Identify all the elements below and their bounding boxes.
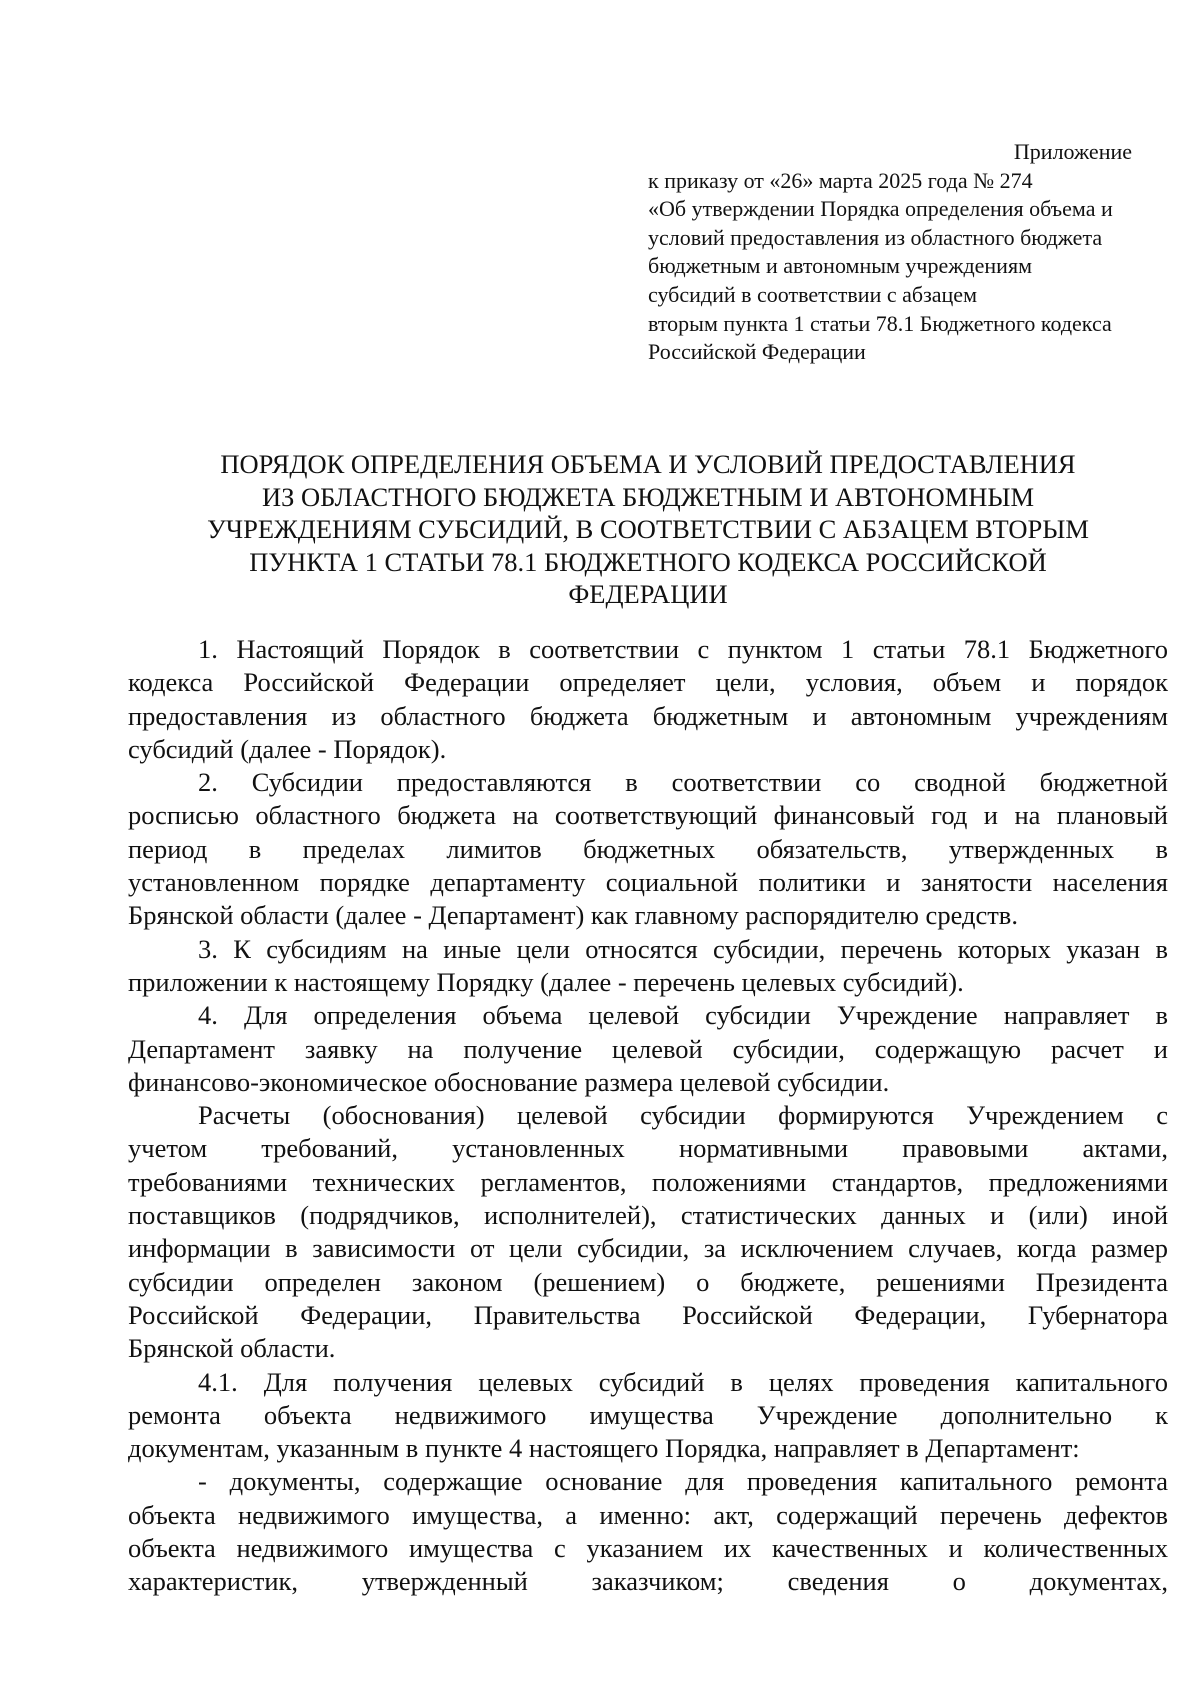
paragraph-2-line: Брянской области (далее - Департамент) как главному распорядителю средств. (128, 900, 1018, 931)
paragraph-4-line: финансово-экономическое обоснование размера целевой субсидии. (128, 1066, 890, 1097)
title-line: ПОРЯДОК ОПРЕДЕЛЕНИЯ ОБЪЕМА И УСЛОВИЙ ПРЕДОСТАВЛЕНИЯ (220, 449, 1076, 479)
paragraph-7-line: - документы, содержащие основание для проведения капитального ремонта (198, 1466, 1168, 1497)
title-line: УЧРЕЖДЕНИЯМ СУБСИДИЙ, В СООТВЕТСТВИИ С АБЗАЦЕМ ВТОРЫМ (207, 514, 1089, 544)
appendix-line: субсидий в соответствии с абзацем (648, 281, 977, 307)
appendix-line: бюджетным и автономным учреждениям (648, 253, 1033, 279)
paragraph-6-line: документам, указанным в пункте 4 настоящего Порядка, направляет в Департамент: (128, 1433, 1080, 1464)
appendix-block (648, 138, 1168, 367)
paragraph-5-line: требованиями технических регламентов, положениями стандартов, предложениями (128, 1166, 1168, 1197)
paragraph-7-line: объекта недвижимого имущества с указанием их качественных и количественных (128, 1533, 1168, 1564)
paragraph-1-line: кодекса Российской Федерации определяет цели, условия, объем и порядок (128, 667, 1168, 698)
title-line: ПУНКТА 1 СТАТЬИ 78.1 БЮДЖЕТНОГО КОДЕКСА РОССИЙСКОЙ (249, 546, 1047, 577)
paragraph-7-line: объекта недвижимого имущества, а именно: акт, содержащий перечень дефектов (128, 1499, 1168, 1530)
document-title (128, 448, 1168, 611)
appendix-line: к приказу от «26» марта 2025 года № 274 (648, 167, 1033, 193)
paragraph-5-line: поставщиков (подрядчиков, исполнителей), статистических данных и (или) иной (128, 1200, 1168, 1231)
paragraph-2-line: 2. Субсидии предоставляются в соответствии со сводной бюджетной (198, 767, 1168, 798)
paragraph-1-line: 1. Настоящий Порядок в соответствии с пунктом 1 статьи 78.1 Бюджетного (198, 634, 1168, 664)
paragraph-7-line: характеристик, утвержденный заказчиком; сведения о документах, (128, 1566, 1168, 1597)
paragraph-6-line: 4.1. Для получения целевых субсидий в целях проведения капитального (198, 1366, 1168, 1397)
paragraph-5-line: учетом требований, установленных нормативными правовыми актами, (128, 1133, 1168, 1164)
paragraph-5-line: субсидии определен законом (решением) о бюджете, решениями Президента (128, 1266, 1168, 1297)
paragraph-2-line: росписью областного бюджета на соответствующий финансовый год и на плановый (128, 800, 1168, 831)
appendix-header: Приложение (1013, 139, 1132, 164)
document-body (128, 633, 1168, 1599)
paragraph-3-line: 3. К субсидиям на иные цели относятся субсидии, перечень которых указан в (198, 933, 1168, 964)
appendix-line: условий предоставления из областного бюджета (648, 224, 1103, 250)
paragraph-5-line: информации в зависимости от цели субсидии, за исключением случаев, когда размер (128, 1233, 1168, 1264)
title-line: ФЕДЕРАЦИИ (568, 579, 728, 609)
title-line: ИЗ ОБЛАСТНОГО БЮДЖЕТА БЮДЖЕТНЫМ И АВТОНОМНЫМ (261, 481, 1035, 512)
paragraph-5-line: Российской Федерации, Правительства Российской Федерации, Губернатора (128, 1299, 1168, 1330)
paragraph-4-line: Департамент заявку на получение целевой субсидии, содержащую расчет и (128, 1033, 1168, 1064)
appendix-line: Российской Федерации (648, 339, 866, 365)
appendix-line: вторым пункта 1 статьи 78.1 Бюджетного кодекса (648, 310, 1112, 336)
appendix-line: «Об утверждении Порядка определения объема и (648, 196, 1113, 222)
paragraph-1-line: субсидий (далее - Порядок). (128, 733, 447, 764)
paragraph-4-line: 4. Для определения объема целевой субсидии Учреждение направляет в (198, 1000, 1168, 1031)
paragraph-2-line: период в пределах лимитов бюджетных обязательств, утвержденных в (128, 833, 1168, 864)
paragraph-6-line: ремонта объекта недвижимого имущества Учреждение дополнительно к (128, 1399, 1168, 1430)
paragraph-5-line: Расчеты (обоснования) целевой субсидии формируются Учреждением с (198, 1100, 1168, 1131)
paragraph-3-line: приложении к настоящему Порядку (далее - перечень целевых субсидий). (128, 966, 964, 997)
paragraph-2-line: установленном порядке департаменту социальной политики и занятости населения (128, 867, 1168, 898)
paragraph-1-line: предоставления из областного бюджета бюджетным и автономным учреждениям (128, 700, 1168, 731)
paragraph-5-line: Брянской области. (128, 1333, 336, 1364)
